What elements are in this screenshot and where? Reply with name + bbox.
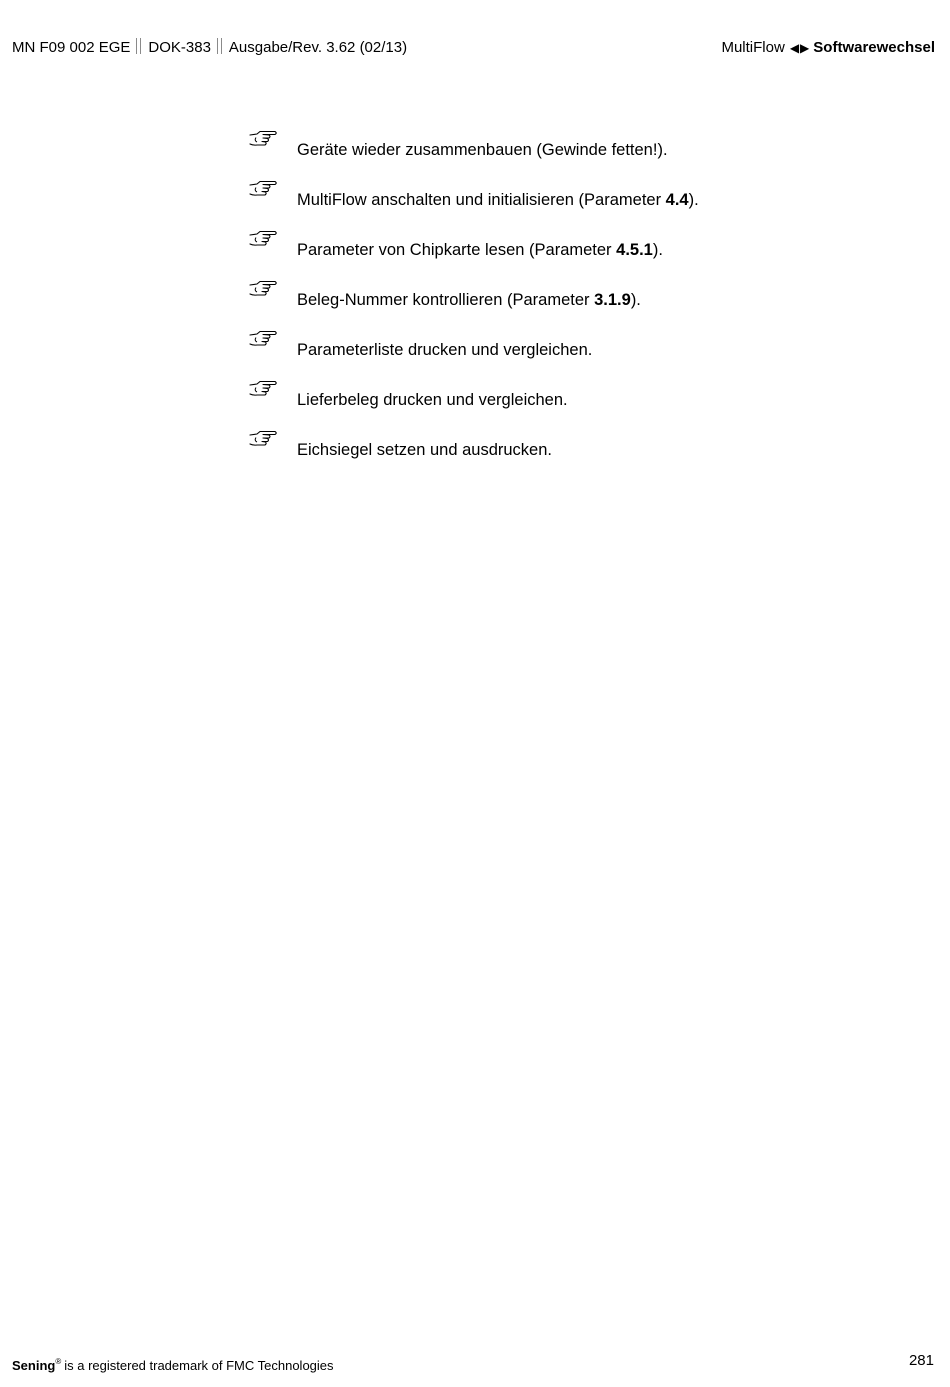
pointing-hand-icon bbox=[248, 430, 278, 452]
header-document-info bbox=[12, 38, 407, 58]
parameter-number: 4.5.1 bbox=[616, 241, 653, 259]
page-header bbox=[12, 38, 935, 60]
header-separator bbox=[136, 38, 141, 54]
trademark-text: is a registered trademark of FMC Technologies bbox=[64, 1358, 334, 1373]
step-text: Eichsiegel setzen und ausdrucken. bbox=[297, 441, 552, 459]
pointing-hand-icon bbox=[248, 180, 278, 202]
pointing-hand-icon bbox=[248, 280, 278, 302]
list-item bbox=[248, 430, 868, 480]
pointing-hand-icon bbox=[248, 130, 278, 152]
parameter-number: 4.4 bbox=[665, 191, 689, 209]
list-item bbox=[248, 180, 868, 230]
nav-arrows-icon: ◀▶ bbox=[789, 41, 811, 55]
doc-number: MN F09 002 EGE bbox=[12, 39, 131, 56]
page-number: 281 bbox=[908, 1352, 934, 1369]
pointing-hand-icon bbox=[248, 380, 278, 402]
step-text: Parameter von Chipkarte lesen (Parameter 4.5.1). bbox=[297, 241, 663, 259]
doc-revision: Ausgabe/Rev. 3.62 (02/13) bbox=[228, 39, 408, 56]
step-text: Beleg-Nummer kontrollieren (Parameter 3.1.9). bbox=[297, 291, 641, 309]
step-text: Parameterliste drucken und vergleichen. bbox=[297, 341, 593, 359]
doc-id: DOK-383 bbox=[148, 39, 211, 56]
list-item bbox=[248, 280, 868, 330]
pointing-hand-icon bbox=[248, 330, 278, 352]
step-text: Geräte wieder zusammenbauen (Gewinde fetten!). bbox=[297, 141, 668, 159]
step-text: Lieferbeleg drucken und vergleichen. bbox=[297, 391, 568, 409]
registered-mark: ® bbox=[55, 1357, 62, 1366]
list-item bbox=[248, 130, 868, 180]
list-item bbox=[248, 230, 868, 280]
parameter-number: 3.1.9 bbox=[594, 291, 631, 309]
header-section-info bbox=[721, 38, 935, 58]
page-footer bbox=[12, 1352, 934, 1374]
pointing-hand-icon bbox=[248, 230, 278, 252]
trademark-notice bbox=[12, 1352, 334, 1376]
instruction-list bbox=[248, 130, 868, 480]
step-text: MultiFlow anschalten und initialisieren (Parameter 4.4). bbox=[297, 191, 699, 209]
list-item bbox=[248, 380, 868, 430]
section-title: Softwarewechsel bbox=[813, 39, 935, 56]
product-name: MultiFlow bbox=[721, 39, 785, 56]
list-item bbox=[248, 330, 868, 380]
brand-name: Sening bbox=[12, 1358, 56, 1373]
header-separator bbox=[217, 38, 222, 54]
